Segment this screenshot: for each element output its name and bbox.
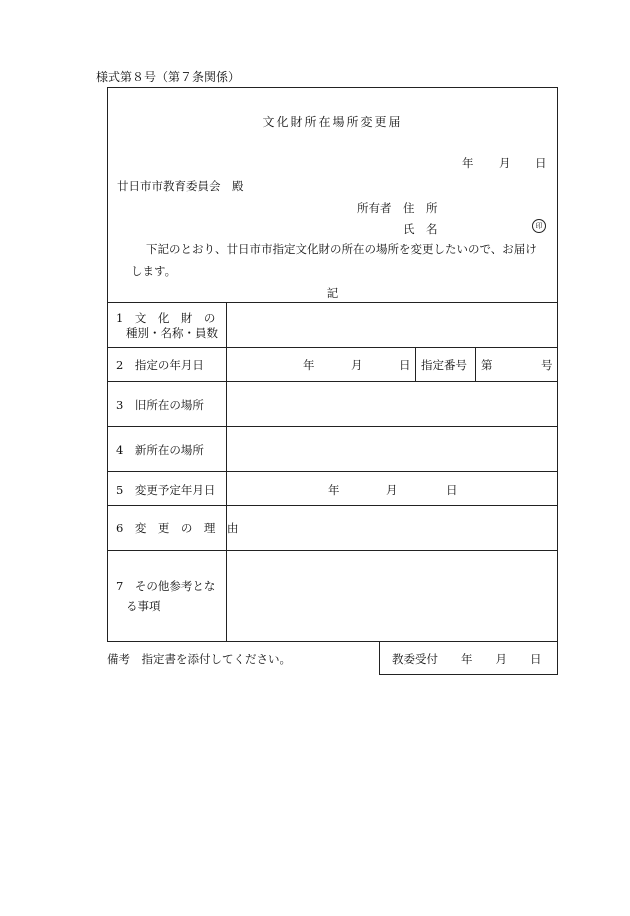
- row6-label: 6 変 更 の 理 由: [116, 521, 239, 535]
- header-date-year: 年: [462, 156, 474, 170]
- table-top-line: [107, 302, 558, 303]
- row-divider: [107, 471, 558, 472]
- row2-label: 2 指定の年月日: [116, 358, 204, 372]
- row1-label-line2: 種別・名称・員数: [126, 326, 218, 340]
- row2-month: 月: [351, 358, 363, 372]
- row2-year: 年: [303, 358, 315, 372]
- row5-day: 日: [446, 483, 458, 497]
- receipt-stamp-text: 教委受付 年 月 日: [392, 652, 542, 666]
- row7-label-line2: る事項: [126, 599, 161, 613]
- seal-mark: 印: [532, 219, 546, 233]
- ki-heading: 記: [326, 286, 339, 300]
- form-title: 文化財所在場所変更届: [262, 115, 403, 129]
- designation-number-label: 指定番号: [421, 358, 467, 372]
- row-divider: [107, 550, 558, 551]
- owner-address-label: 所有者 住 所: [357, 201, 438, 215]
- body-text-line1: 下記のとおり、廿日市市指定文化財の所在の場所を変更したいので、お届け: [146, 242, 537, 256]
- owner-name-label: 氏 名: [403, 222, 438, 236]
- row5-label: 5 変更予定年月日: [116, 483, 216, 497]
- designation-number-gou: 号: [541, 358, 553, 372]
- designation-number-divider: [415, 347, 416, 381]
- body-text-line2: します。: [131, 264, 177, 278]
- header-date-month: 月: [499, 156, 511, 170]
- label-column-divider: [226, 302, 227, 641]
- addressee: 廿日市市教育委員会 殿: [117, 179, 244, 193]
- row5-month: 月: [386, 483, 398, 497]
- form-number-label: 様式第８号（第７条関係）: [96, 70, 241, 84]
- row-divider: [107, 505, 558, 506]
- row4-label: 4 新所在の場所: [116, 443, 204, 457]
- designation-number-dai: 第: [481, 358, 493, 372]
- header-date-day: 日: [535, 156, 547, 170]
- row3-label: 3 旧所在の場所: [116, 398, 204, 412]
- row5-year: 年: [328, 483, 340, 497]
- row-divider: [107, 347, 558, 348]
- row1-label-line1: 1 文 化 財 の: [116, 311, 216, 325]
- row-divider: [107, 381, 558, 382]
- row-divider: [107, 426, 558, 427]
- row7-label-line1: 7 その他参考とな: [116, 579, 216, 593]
- row2-day: 日: [399, 358, 411, 372]
- designation-number-divider: [475, 347, 476, 381]
- remark-note: 備考 指定書を添付してください。: [107, 652, 291, 666]
